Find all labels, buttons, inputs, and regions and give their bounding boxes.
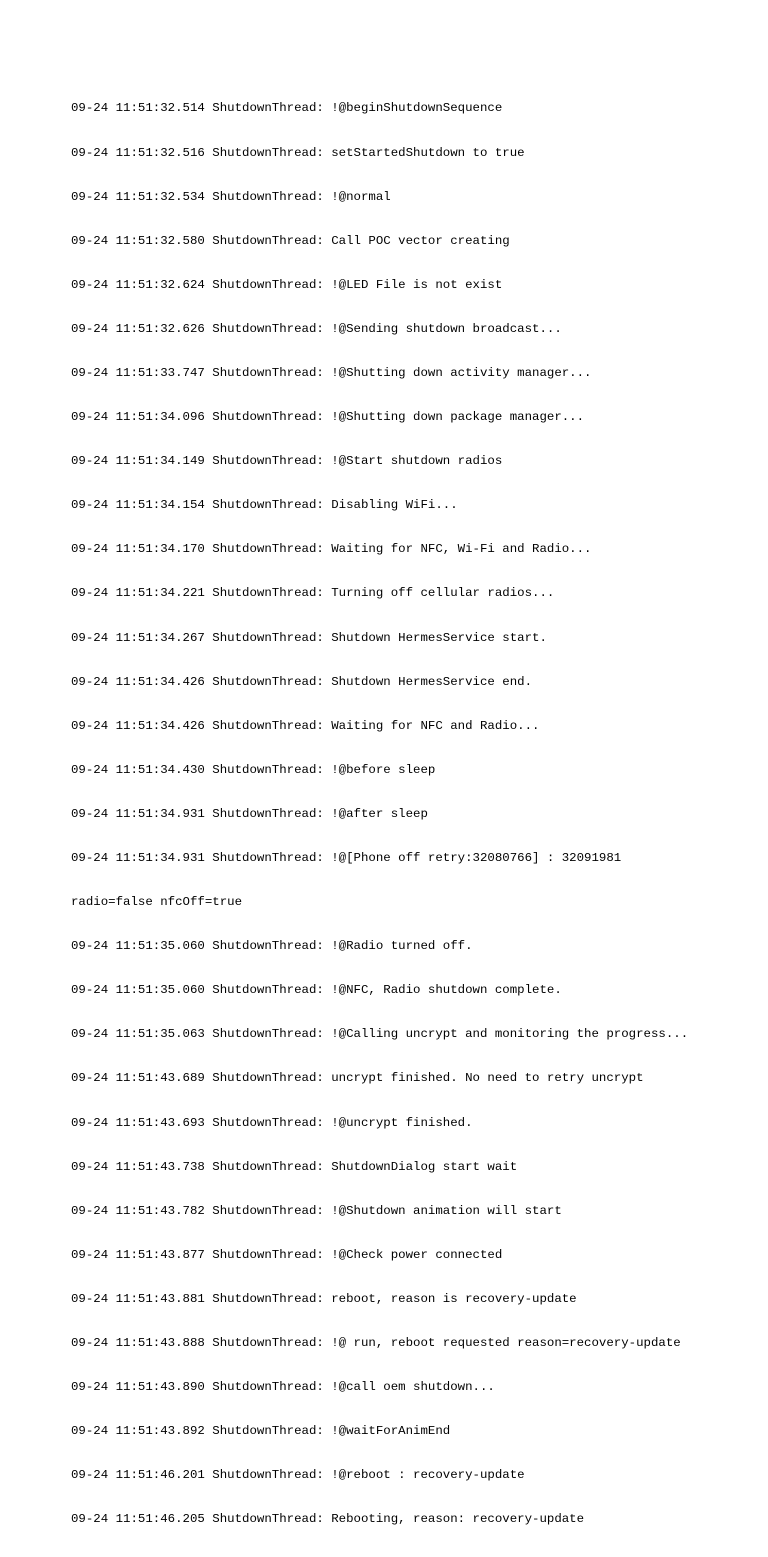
log-line-continuation: radio=false nfcOff=true bbox=[71, 895, 243, 910]
log-line: 09-24 11:51:43.881 ShutdownThread: reboot, reason is recovery-update bbox=[71, 1291, 577, 1306]
log-line: 09-24 11:51:34.170 ShutdownThread: Waiting for NFC, Wi-Fi and Radio... bbox=[71, 542, 592, 557]
log-line: 09-24 11:51:43.888 ShutdownThread: !@ run, reboot requested reason=recovery-update bbox=[71, 1336, 681, 1351]
log-line: 09-24 11:51:32.624 ShutdownThread: !@LED File is not exist bbox=[71, 277, 503, 292]
log-line: 09-24 11:51:34.154 ShutdownThread: Disabling WiFi... bbox=[71, 498, 458, 513]
log-line: 09-24 11:51:34.430 ShutdownThread: !@before sleep bbox=[71, 762, 436, 777]
log-line: 09-24 11:51:34.931 ShutdownThread: !@after sleep bbox=[71, 806, 428, 821]
log-line: 09-24 11:51:35.060 ShutdownThread: !@NFC, Radio shutdown complete. bbox=[71, 983, 562, 998]
log-line: 09-24 11:51:43.877 ShutdownThread: !@Check power connected bbox=[71, 1247, 503, 1262]
log-line: 09-24 11:51:34.931 ShutdownThread: !@[Phone off retry:32080766] : 32091981 bbox=[71, 851, 622, 865]
log-line: 09-24 11:51:34.267 ShutdownThread: Shutdown HermesService start. bbox=[71, 630, 547, 645]
log-line: 09-24 11:51:43.890 ShutdownThread: !@call oem shutdown... bbox=[71, 1380, 495, 1395]
log-line: 09-24 11:51:34.149 ShutdownThread: !@Start shutdown radios bbox=[71, 454, 503, 469]
log-line: 09-24 11:51:32.534 ShutdownThread: !@normal bbox=[71, 189, 391, 204]
shutdown-log bbox=[71, 72, 751, 1557]
log-line: 09-24 11:51:34.096 ShutdownThread: !@Shutting down package manager... bbox=[71, 410, 585, 425]
log-line: 09-24 11:51:35.060 ShutdownThread: !@Radio turned off. bbox=[71, 939, 473, 954]
log-line: 09-24 11:51:43.738 ShutdownThread: ShutdownDialog start wait bbox=[71, 1159, 518, 1174]
log-line: 09-24 11:51:43.689 ShutdownThread: uncrypt finished. No need to retry uncrypt bbox=[71, 1071, 644, 1086]
log-line: 09-24 11:51:32.514 ShutdownThread: !@beginShutdownSequence bbox=[71, 101, 503, 116]
log-line: 09-24 11:51:34.221 ShutdownThread: Turning off cellular radios... bbox=[71, 586, 555, 601]
log-line: 09-24 11:51:34.426 ShutdownThread: Waiting for NFC and Radio... bbox=[71, 718, 540, 733]
log-line: 09-24 11:51:32.580 ShutdownThread: Call POC vector creating bbox=[71, 233, 510, 248]
log-line: 09-24 11:51:35.063 ShutdownThread: !@Calling uncrypt and monitoring the progress... bbox=[71, 1027, 689, 1042]
log-line: 09-24 11:51:46.205 ShutdownThread: Rebooting, reason: recovery-update bbox=[71, 1512, 585, 1527]
log-line: 09-24 11:51:43.693 ShutdownThread: !@uncrypt finished. bbox=[71, 1115, 473, 1130]
log-line: 09-24 11:51:32.626 ShutdownThread: !@Sending shutdown broadcast... bbox=[71, 321, 562, 336]
log-line: 09-24 11:51:32.516 ShutdownThread: setStartedShutdown to true bbox=[71, 145, 525, 160]
log-line: 09-24 11:51:46.201 ShutdownThread: !@reboot : recovery-update bbox=[71, 1468, 525, 1483]
log-line: 09-24 11:51:43.782 ShutdownThread: !@Shutdown animation will start bbox=[71, 1203, 562, 1218]
log-line: 09-24 11:51:34.426 ShutdownThread: Shutdown HermesService end. bbox=[71, 674, 533, 689]
log-line: 09-24 11:51:43.892 ShutdownThread: !@waitForAnimEnd bbox=[71, 1424, 451, 1439]
log-line: 09-24 11:51:33.747 ShutdownThread: !@Shutting down activity manager... bbox=[71, 365, 592, 380]
